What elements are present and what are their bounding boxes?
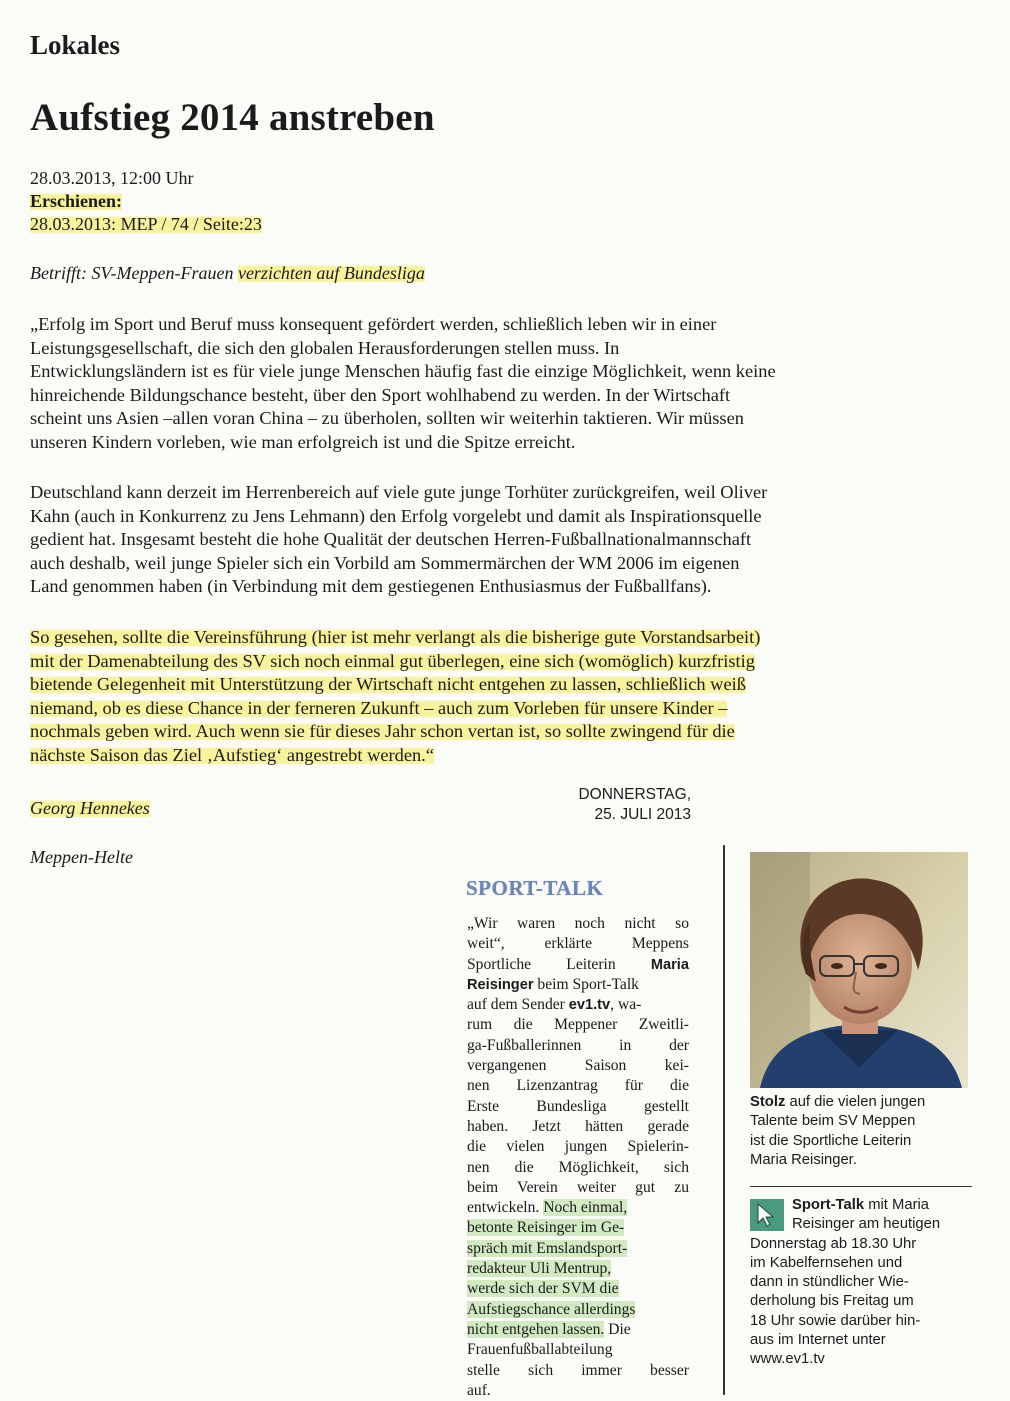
infobox-line: Sport-Talk mit Maria (792, 1197, 930, 1213)
infobox-line: Donnerstag ab 18.30 Uhr (750, 1235, 917, 1252)
subject-line (30, 263, 425, 284)
letter-paragraph-1 (30, 313, 950, 455)
column-line: Sportliche Leiterin Maria (467, 955, 689, 973)
infobox-line: derholung bis Freitag um (750, 1293, 914, 1310)
column-line: rum die Meppener Zweitli- (467, 1016, 689, 1034)
author-place: Meppen-Helte (30, 847, 133, 867)
column-line: Frauenfußballabteilung (467, 1341, 613, 1359)
paragraph-line: niemand, ob es diese Chance in der ferneren Zukunft – auch zum Vorleben für unsere Kinder – (30, 697, 728, 718)
column-line: haben. Jetzt hätten gerade (467, 1117, 689, 1135)
column-line: stelle sich immer besser (467, 1361, 689, 1379)
paragraph-line: mit der Damenabteilung des SV sich noch einmal gut überlegen, eine sich (womöglich) kurzfristig (30, 650, 755, 671)
paragraph-line: Land genommen haben (in Verbindung mit dem gestiegenen Enthusiasmus der Fußballfans). (30, 576, 712, 597)
paragraph-line: Entwicklungsländern ist es für viele junge Menschen häufig fast die einzige Möglichkeit, wenn keine (30, 361, 776, 382)
paragraph-line: „Erfolg im Sport und Beruf muss konsequent gefördert werden, schließlich leben wir in einer (30, 314, 717, 334)
infobox-line: Reisinger am heutigen (792, 1216, 941, 1233)
author-name: Georg Hennekes (30, 798, 150, 818)
caption-divider (750, 1186, 972, 1187)
article-meta (30, 167, 262, 236)
sport-talk-kicker: SPORT-TALK (466, 876, 604, 900)
paragraph-line: unseren Kindern vorleben, wie man erfolgreich ist und die Spitze erreicht. (30, 431, 576, 452)
column-line: nicht entgehen lassen. Die (467, 1320, 631, 1338)
column-line: auf. (467, 1381, 491, 1399)
cursor-arrow-icon (750, 1199, 784, 1231)
infobox-line: dann in stündlicher Wie- (750, 1274, 909, 1291)
article-headline: Aufstieg 2014 anstreben (30, 96, 435, 139)
paragraph-line: nächste Saison das Ziel ‚Aufstieg‘ angestrebt werden.“ (30, 744, 434, 765)
column-line: redakteur Uli Mentrup, (467, 1260, 612, 1278)
sport-talk-infobox (750, 1196, 974, 1370)
column-line: ga-Fußballerinnen in der (467, 1036, 689, 1054)
paragraph-line: gedient hat. Insgesamt besteht die hohe Qualität der deutschen Herren-Fußballnationalmannschaft (30, 529, 752, 550)
paragraph-line: Kahn (auch in Konkurrenz zu Jens Lehmann) den Erfolg vorgelebt und damit als Inspirationsquelle (30, 505, 762, 526)
infobox-line: 18 Uhr sowie darüber hin- (750, 1312, 921, 1329)
paragraph-line: hinreichende Bildungschance besteht, über den Sport wohlhabend zu werden. In der Wirtschaft (30, 384, 731, 405)
erschienen-label: Erschienen: (30, 191, 122, 211)
column-line: Erste Bundesliga gestellt (467, 1097, 689, 1115)
column-line: nen die Möglichkeit, sich (467, 1158, 689, 1176)
publish-datetime: 28.03.2013, 12:00 Uhr (30, 168, 194, 188)
column-line: die vielen jungen Spielerin- (467, 1138, 689, 1156)
column-line: auf dem Sender ev1.tv, wa- (467, 996, 642, 1014)
photo-caption (750, 1093, 972, 1170)
subject-highlight: verzichten auf Bundesliga (237, 263, 425, 283)
column-line: werde sich der SVM die (467, 1280, 619, 1298)
column-line: spräch mit Emslandsport- (467, 1239, 628, 1257)
paragraph-line: bietende Gelegenheit mit Unterstützung der Wirtschaft nicht entgehen zu lassen, schließlich weiß (30, 674, 746, 695)
paragraph-line: Deutschland kann derzeit im Herrenbereich auf viele gute junge Torhüter zurückgreifen, weil Oliver (30, 482, 768, 502)
column-line: weit“, erklärte Meppens (467, 935, 689, 953)
paragraph-line: auch deshalb, weil junge Spieler sich ein Vorbild am Sommermärchen der WM 2006 im eigenen (30, 552, 740, 573)
sport-talk-column (467, 914, 689, 1401)
section-label: Lokales (30, 30, 121, 60)
caption-line: Maria Reisinger. (750, 1151, 857, 1168)
column-line: beim Verein weiter gut zu (467, 1178, 689, 1196)
paragraph-line: nochmals geben wird. Auch wenn sie für dieses Jahr schon vertan ist, so sollte zwingend für die (30, 721, 735, 742)
paragraph-line: Leistungsgesellschaft, die sich den globalen Herausforderungen stellen muss. In (30, 337, 620, 358)
erschienen-value: 28.03.2013: MEP / 74 / Seite:23 (30, 214, 262, 234)
clipping-dateline (555, 785, 691, 825)
column-line: Aufstiegschance allerdings (467, 1300, 636, 1318)
infobox-line: im Kabelfernsehen und (750, 1254, 903, 1271)
portrait-illustration (750, 852, 968, 1088)
letter-paragraph-2 (30, 481, 950, 599)
column-line: betonte Reisinger im Ge- (467, 1219, 625, 1237)
dateline-date: 25. JULI 2013 (594, 806, 691, 823)
paragraph-line: So gesehen, sollte die Vereinsführung (hier ist mehr verlangt als die bisherige gute Vorstandsarbeit) (30, 627, 761, 647)
caption-line: Stolz auf die vielen jungen (750, 1094, 926, 1110)
column-line: vergangenen Saison kei- (467, 1057, 689, 1075)
dateline-weekday: DONNERSTAG, (578, 786, 691, 803)
portrait-photo (750, 852, 968, 1088)
column-line: Reisinger beim Sport-Talk (467, 975, 639, 993)
column-divider (723, 845, 725, 1395)
caption-line: ist die Sportliche Leiterin (750, 1132, 912, 1149)
column-line: „Wir waren noch nicht so (467, 915, 689, 932)
subject-prefix: Betrifft: SV-Meppen-Frauen (30, 263, 238, 283)
infobox-line: aus im Internet unter (750, 1332, 886, 1349)
caption-line: Talente beim SV Meppen (750, 1113, 916, 1130)
infobox-line: www.ev1.tv (750, 1351, 825, 1368)
paragraph-line: scheint uns Asien –allen voran China – zu überholen, sollten wir weiterhin taktieren. Wir müssen (30, 408, 744, 429)
letter-paragraph-3 (30, 626, 950, 768)
column-line: entwickeln. Noch einmal, (467, 1199, 628, 1217)
column-line: nen Lizenzantrag für die (467, 1077, 689, 1095)
